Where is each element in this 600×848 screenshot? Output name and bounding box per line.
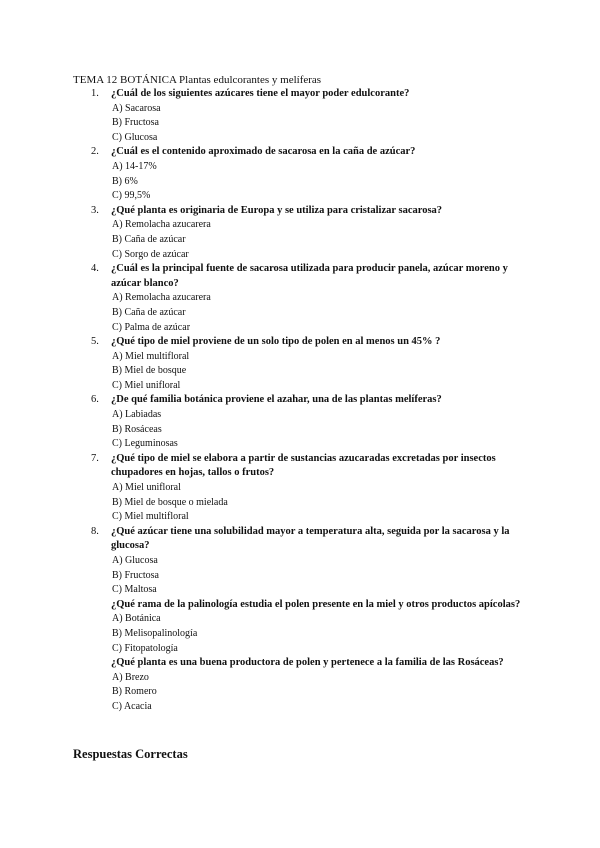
question-number: 3.: [91, 204, 99, 216]
answer-option: C) Glucosa: [112, 131, 158, 143]
answer-option: C) Miel multifloral: [112, 511, 189, 523]
answer-option: A) Sacarosa: [112, 102, 161, 114]
answer-option: C) Miel unifloral: [112, 379, 181, 391]
answer-option: A) Brezo: [112, 671, 149, 683]
question-number: 2.: [91, 146, 99, 158]
question-number: 1.: [91, 88, 99, 99]
answer-option: B) Caña de azúcar: [112, 233, 186, 245]
answer-option: A) Labiadas: [112, 409, 162, 421]
question-number: 5.: [91, 336, 99, 348]
answer-option: B) Romero: [112, 686, 157, 698]
answer-option: C) 99,5%: [112, 190, 151, 202]
answer-option: C) Fitopatología: [112, 642, 178, 654]
answers-heading: Respuestas Correctas: [73, 747, 188, 761]
question-item: [0, 204, 600, 262]
question-number: 4.: [91, 263, 99, 275]
question-item: [0, 393, 600, 451]
answer-option: A) Remolacha azucarera: [112, 292, 211, 304]
answer-option: B) Fructosa: [112, 117, 159, 129]
question-number: 6.: [91, 394, 99, 406]
document-title: TEMA 12 BOTÁNICA Plantas edulcorantes y melíferas: [73, 74, 322, 86]
question-item: [0, 525, 600, 598]
question-item: [0, 145, 600, 203]
question-item: [0, 335, 600, 393]
question-text: ¿Qué rama de la palinología estudia el polen presente en la miel y otros productos apícolas?: [111, 598, 521, 610]
question-number: 8.: [91, 525, 99, 537]
answer-option: B) Caña de azúcar: [112, 306, 186, 318]
question-text: ¿Qué tipo de miel se elabora a partir de sustancias azucaradas excretadas por insectos chupadores en hojas, tallos o frutos?: [111, 452, 496, 479]
answer-option: B) Miel de bosque o mielada: [112, 496, 228, 508]
answer-option: A) Miel unifloral: [112, 482, 181, 494]
answer-option: A) Glucosa: [112, 555, 158, 566]
question-text: ¿Cuál es la principal fuente de sacarosa utilizada para producir panela, azúcar moreno y azúcar blanco?: [111, 263, 508, 289]
answer-option: C) Sorgo de azúcar: [112, 248, 189, 260]
answer-option: A) 14-17%: [112, 160, 157, 172]
question-text: ¿Qué planta es originaria de Europa y se utiliza para cristalizar sacarosa?: [111, 204, 443, 216]
answer-option: C) Maltosa: [112, 584, 157, 596]
question-number: 7.: [91, 452, 99, 464]
answer-option: A) Remolacha azucarera: [112, 219, 211, 231]
answer-option: A) Botánica: [112, 613, 161, 625]
question-item: [0, 87, 600, 145]
answer-option: B) Miel de bosque: [112, 365, 187, 377]
question-item: [0, 262, 600, 335]
answer-option: B) Rosáceas: [112, 423, 162, 435]
question-text: ¿Cuál es el contenido aproximado de sacarosa en la caña de azúcar?: [111, 146, 416, 158]
answer-option: B) 6%: [112, 175, 138, 187]
answer-option: C) Palma de azúcar: [112, 321, 191, 333]
question-text: ¿Qué tipo de miel proviene de un solo tipo de polen en al menos un 45% ?: [111, 336, 441, 348]
question-text: ¿Cuál de los siguientes azúcares tiene el mayor poder edulcorante?: [111, 88, 410, 99]
question-text: ¿Qué azúcar tiene una solubilidad mayor a temperatura alta, seguida por la sacarosa y la glucosa?: [111, 525, 510, 552]
question-item: [0, 656, 600, 714]
question-list: [0, 87, 600, 715]
answer-option: C) Leguminosas: [112, 438, 178, 450]
question-item: [0, 598, 600, 656]
answer-option: B) Melisopalinología: [112, 627, 198, 639]
answer-option: B) Fructosa: [112, 569, 159, 581]
question-text: ¿Qué planta es una buena productora de polen y pertenece a la familia de las Rosáceas?: [111, 657, 504, 669]
question-text: ¿De qué familia botánica proviene el azahar, una de las plantas melíferas?: [111, 394, 442, 406]
answer-option: A) Miel multifloral: [112, 350, 190, 362]
question-item: [0, 452, 600, 525]
answer-option: C) Acacia: [112, 700, 152, 712]
